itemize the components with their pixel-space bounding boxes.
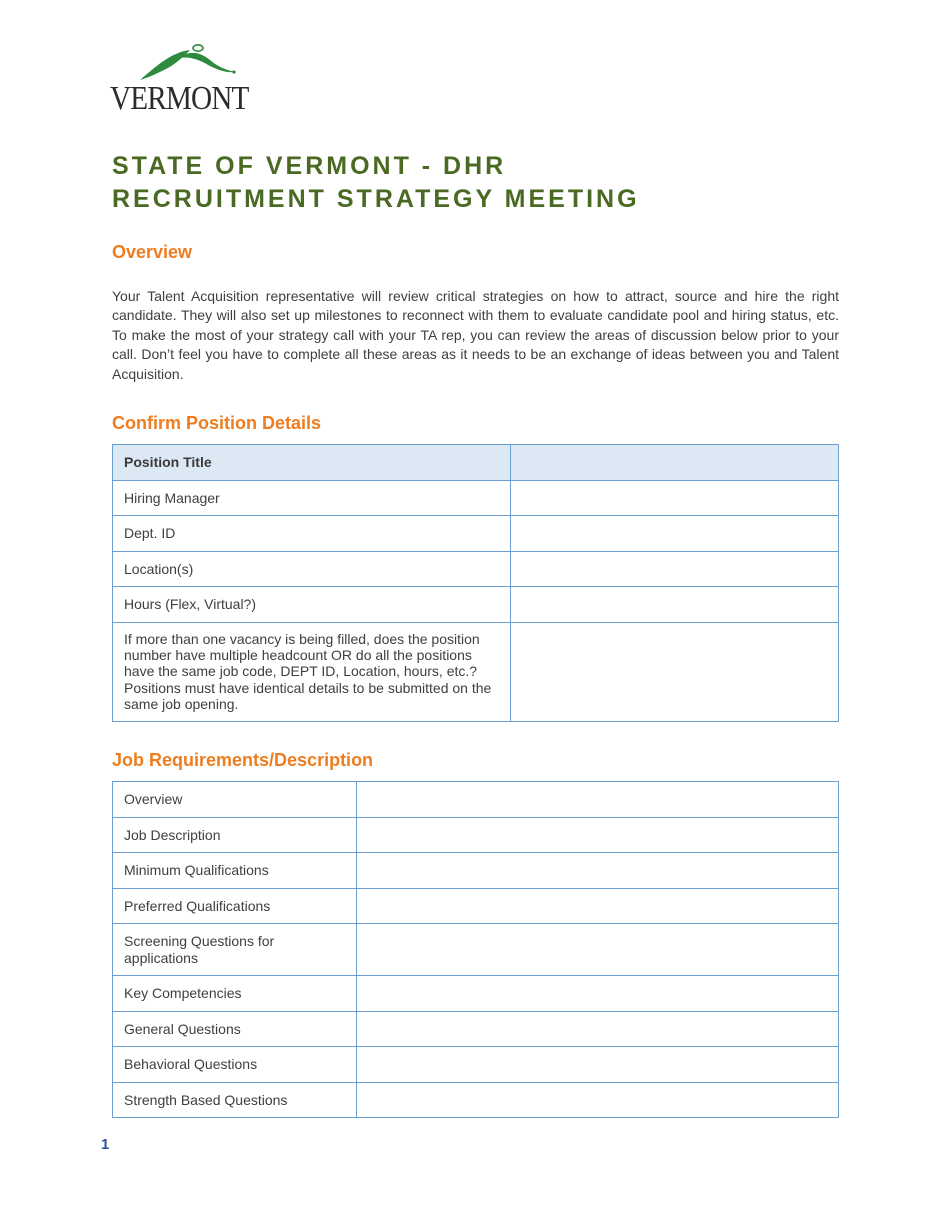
row-label-hours: Hours (Flex, Virtual?) [113,587,511,623]
title-line-1: STATE OF VERMONT - DHR [112,152,507,180]
vermont-logo [110,42,258,116]
behavioral-questions-field[interactable] [357,1047,839,1083]
job-requirements-table [112,781,839,1118]
logo-wordmark: VERMONT [110,80,249,117]
title-line-2: RECRUITMENT STRATEGY MEETING [112,185,640,213]
row-label-behavioral-questions: Behavioral Questions [113,1047,357,1083]
table-row [113,516,839,552]
multiple-vacancy-field[interactable] [511,622,839,721]
page-title [112,150,640,216]
job-description-field[interactable] [357,817,839,853]
row-label-general-questions: General Questions [113,1011,357,1047]
row-label-dept-id: Dept. ID [113,516,511,552]
row-label-job-description: Job Description [113,817,357,853]
position-details-table [112,444,839,722]
hiring-manager-field[interactable] [511,480,839,516]
table-row [113,445,839,481]
row-label-screening-questions: Screening Questions for applications [113,924,357,976]
row-label-preferred-qualifications: Preferred Qualifications [113,888,357,924]
hours-field[interactable] [511,587,839,623]
row-label-hiring-manager: Hiring Manager [113,480,511,516]
position-details-heading: Confirm Position Details [112,413,322,433]
job-requirements-heading: Job Requirements/Description [112,750,374,770]
table-row [113,1047,839,1083]
screening-questions-field[interactable] [357,924,839,976]
dept-id-field[interactable] [511,516,839,552]
table-row [113,1011,839,1047]
overview-paragraph: Your Talent Acquisition representative will review critical strategies on how to attract, source and hire the right candidate. They will also set up milestones to reconnect with them to evaluate candidate pool and hiring status, etc. To make the most of your strategy call with your TA rep, you can review the areas of discussion below prior to your call. Don’t feel you have to complete all these areas as it needs to be an exchange of ideas between you and Talent Acquisition. [112,288,839,382]
table-row [113,480,839,516]
page-number: 1 [101,1136,110,1153]
overview-field[interactable] [357,782,839,818]
preferred-qualifications-field[interactable] [357,888,839,924]
row-label-overview: Overview [113,782,357,818]
row-label-position-title: Position Title [113,445,511,481]
overview-heading: Overview [112,242,193,262]
row-label-locations: Location(s) [113,551,511,587]
strength-based-questions-field[interactable] [357,1082,839,1118]
table-row [113,587,839,623]
table-row [113,817,839,853]
table-row [113,1082,839,1118]
mountain-logo-icon [138,42,250,82]
table-row [113,888,839,924]
row-label-multiple-vacancy: If more than one vacancy is being filled, does the position number have multiple headcount OR do all the positions have the same job code, DEPT ID, Location, hours, etc.? Positions must have identical details to be submitted on the same job opening. [113,622,511,721]
table-row [113,782,839,818]
row-label-key-competencies: Key Competencies [113,976,357,1012]
general-questions-field[interactable] [357,1011,839,1047]
row-label-strength-based-questions: Strength Based Questions [113,1082,357,1118]
key-competencies-field[interactable] [357,976,839,1012]
table-row [113,976,839,1012]
table-row [113,853,839,889]
table-row [113,924,839,976]
position-title-field[interactable] [511,445,839,481]
table-row [113,551,839,587]
row-label-minimum-qualifications: Minimum Qualifications [113,853,357,889]
locations-field[interactable] [511,551,839,587]
table-row [113,622,839,721]
minimum-qualifications-field[interactable] [357,853,839,889]
